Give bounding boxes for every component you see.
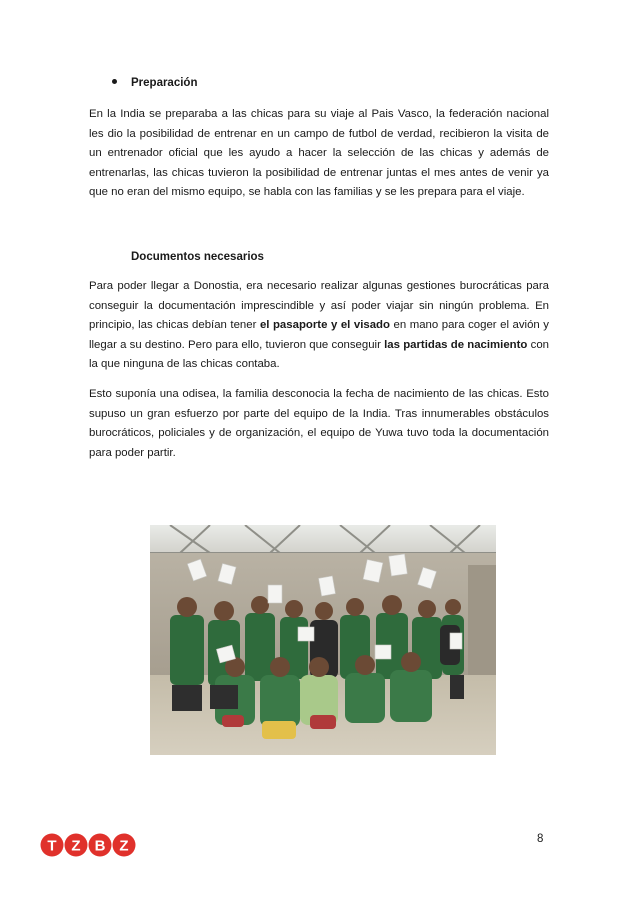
paragraph-documents-text-1: Para poder llegar a Donostia, era necesario realizar algunas gestiones burocráticas para conseguir la documentación imprescindible y así poder viajar sin ningún problema. En principio, las chicas debían tener [89, 280, 549, 332]
logo-letter-z-2: Z [119, 837, 129, 855]
bullet-icon [112, 79, 117, 84]
page-number: 8 [537, 833, 544, 845]
paragraph-odyssey: Esto suponía una odisea, la familia desconocia la fecha de nacimiento de las chicas. Esto supuso un gran esfuerzo por parte del equipo de la India. Tras innumerables obstáculos burocráticos, policiales y de organización, el equipo de Yuwa tuvo toda la documentación para poder partir. [89, 388, 549, 459]
paragraph-documents [89, 277, 549, 375]
subheading: Documentos necesarios [131, 251, 264, 263]
paragraph-documents-text-2: en mano para coger el avión y llegar a su destino. Pero para ello, tuvieron que conseguir [89, 319, 549, 351]
birth-certificates-bold: las partidas de nacimiento [384, 338, 528, 351]
passport-visa-bold: el pasaporte y el visado [259, 319, 390, 332]
logo-letter-t: T [47, 837, 57, 855]
section-title: Preparación [131, 77, 198, 89]
tzbz-logo [40, 832, 136, 863]
paragraph-preparation: En la India se preparaba a las chicas para su viaje al Pais Vasco, la federación nacional les dio la posibilidad de entrenar en un campo de futbol de verdad, recibieron la visita de un entrenador oficial que les ayudo a hacer la selección de las chicas y además de entrenarlas, las chicas tuvieron la posibilidad de entrenar juntas el mes antes de venir ya que no eran del mismo equipo, se habla con las familias y se les prepara para el viaje. [89, 108, 549, 199]
tzbz-logo-icon [40, 832, 136, 858]
logo-letter-b: B [94, 837, 106, 855]
paragraph-documents-text-3: con la que ninguna de las chicas contaba. [89, 338, 550, 371]
team-photo-illustration [150, 525, 496, 755]
team-photo [150, 525, 496, 755]
section-bullet [112, 77, 197, 89]
logo-letter-z: Z [71, 837, 81, 855]
